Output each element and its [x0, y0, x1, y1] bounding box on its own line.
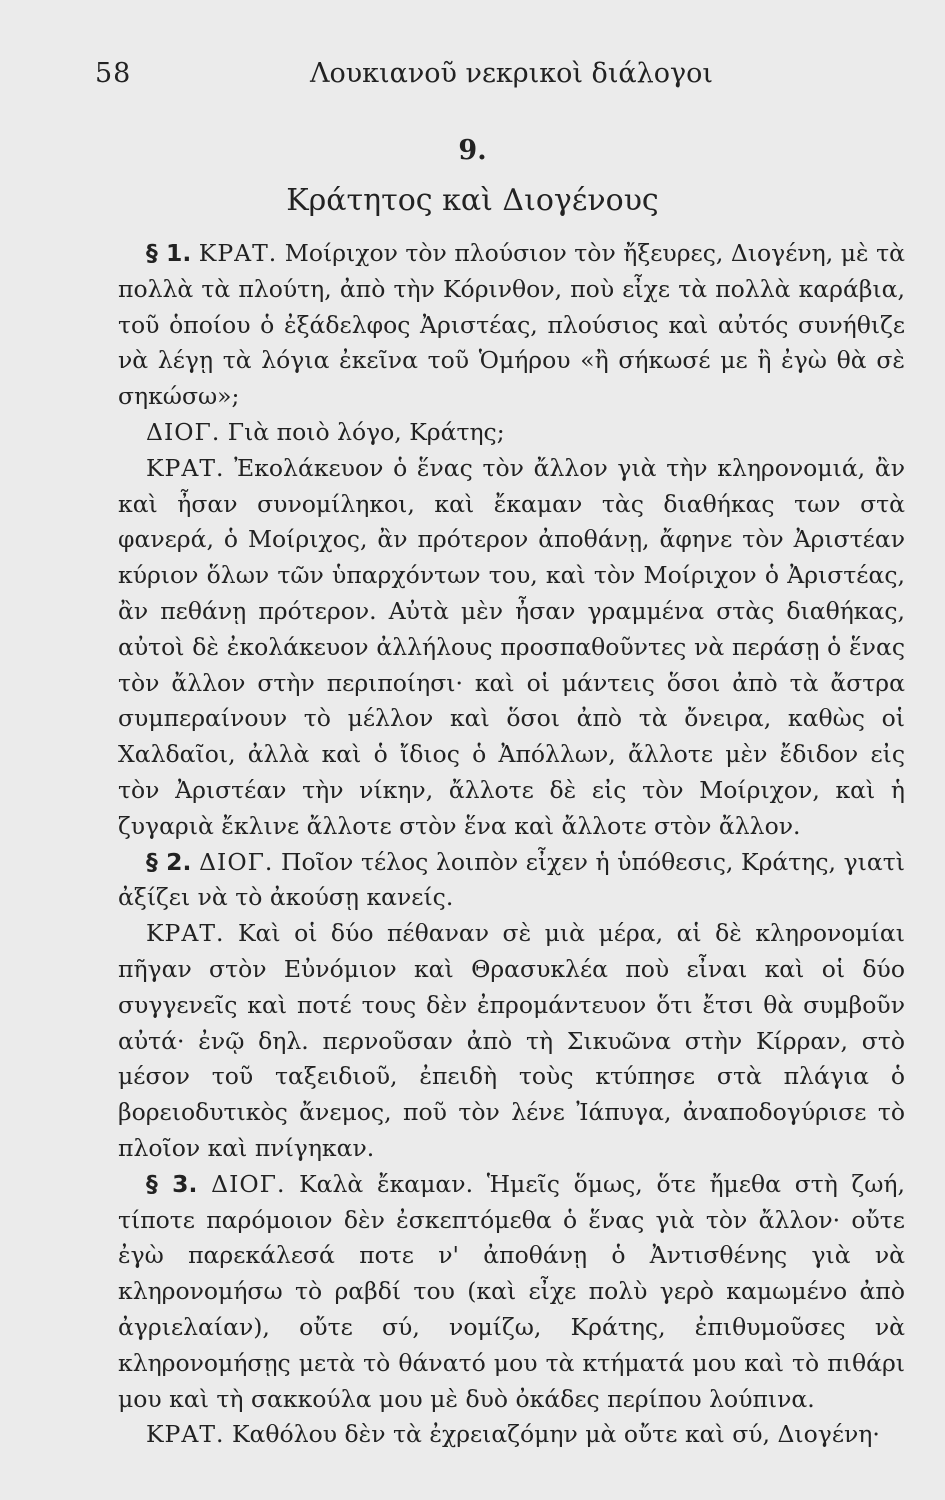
paragraph-text: Μοίριχον τὸν πλούσιον τὸν ἤξευρες, Διογένη, μὲ τὰ πολλὰ τὰ πλούτη, ἀπὸ τὴν Κόρινθον, ποὺ εἶχε τὰ πολλὰ καράβια, τοῦ ὁποίου ὁ ἐξάδελφος Ἀριστέας, πλούσιος καὶ αὐτός συνήθιζε νὰ λέγῃ τὰ λόγια ἐκεῖνα τοῦ Ὁμήρου «ἢ σήκωσέ με ἢ ἐγὼ θὰ σὲ σηκώσω»;: [118, 239, 905, 411]
paragraph-mark: § 2.: [146, 847, 192, 876]
paragraph: [118, 451, 905, 845]
speaker-label: ΔΙΟΓ.: [211, 1169, 286, 1198]
running-title: Λουκιανοῦ νεκρικοὶ διάλογοι: [310, 58, 713, 89]
paragraph-text: Ποῖον τέλος λοιπὸν εἶχεν ἡ ὑπόθεσις, Κράτης, γιατὶ ἀξίζει νὰ τὸ ἀκούσῃ κανείς.: [118, 847, 905, 912]
paragraph-mark: § 3.: [146, 1169, 198, 1198]
paragraph-text: Καὶ οἱ δύο πέθαναν σὲ μιὰ μέρα, αἱ δὲ κληρονομίαι πῆγαν στὸν Εὐνόμιον καὶ Θρασυκλέα ποὺ εἶναι καὶ οἱ δύο συγγενεῖς καὶ ποτέ τους δὲν ἐπρομάντευον ὅτι ἔτσι θὰ συμβοῦν αὐτά· ἐνῷ δηλ. περνοῦσαν ἀπὸ τὴ Σικυῶνα στὴν Κίρραν, στὸ μέσον τοῦ ταξειδιοῦ, ἐπειδὴ τοὺς κτύπησε στὰ πλάγια ὁ βορειοδυτικὸς ἄνεμος, ποῦ τὸν λένε Ἰάπυγα, ἀναποδογύρισε τὸ πλοῖον καὶ πνίγηκαν.: [118, 919, 905, 1162]
speaker-label: ΔΙΟΓ.: [199, 847, 274, 876]
speaker-label: ΚΡΑΤ.: [198, 239, 278, 267]
page-header: [0, 58, 945, 98]
paragraph-text: Γιὰ ποιὸ λόγο, Κράτης;: [227, 417, 505, 446]
paragraph: [118, 1167, 905, 1418]
dialogue-text: [118, 236, 905, 1453]
speaker-label: ΚΡΑΤ.: [146, 453, 225, 482]
paragraph: [118, 236, 905, 415]
paragraph: [118, 1417, 905, 1453]
paragraph-mark: § 1.: [146, 239, 192, 267]
speaker-label: ΔΙΟΓ.: [146, 417, 221, 446]
paragraph: [118, 415, 905, 451]
paragraph-text: Ἐκολάκευον ὁ ἕνας τὸν ἄλλον γιὰ τὴν κληρονομιά, ἂν καὶ ἦσαν συνομίληκοι, καὶ ἔκαμαν τὰς διαθήκας των στὰ φανερά, ὁ Μοίριχος, ἂν πρότερον ἀποθάνῃ, ἄφηνε τὸν Ἀριστέαν κύριον ὅλων τῶν ὑπαρχόντων του, καὶ τὸν Μοίριχον ὁ Ἀριστέας, ἂν πεθάνῃ πρότερον. Αὐτὰ μὲν ἦσαν γραμμένα στὰς διαθήκας, αὐτοὶ δὲ ἐκολάκευον ἀλλήλους προσπαθοῦντες νὰ περάσῃ ὁ ἕνας τὸν ἄλλον στὴν περιποίησι· καὶ οἱ μάντεις ὅσοι ἀπὸ τὰ ἄστρα συμπεραίνουν τὸ μέλλον καὶ ὅσοι ἀπὸ τὰ ὄνειρα, καθὼς οἱ Χαλδαῖοι, ἀλλὰ καὶ ὁ ἴδιος ὁ Ἀπόλλων, ἄλλοτε μὲν ἔδιδον εἰς τὸν Ἀριστέαν τὴν νίκην, ἄλλοτε δὲ εἰς τὸν Μοίριχον, καὶ ἡ ζυγαριὰ ἔκλινε ἄλλοτε στὸν ἕνα καὶ ἄλλοτε στὸν ἄλλον.: [118, 453, 905, 840]
paragraph-text: Καθόλου δὲν τὰ ἐχρειαζόμην μὰ οὔτε καὶ σύ, Διογένη·: [231, 1420, 880, 1449]
speaker-label: ΚΡΑΤ.: [146, 919, 225, 948]
page-number: 58: [95, 58, 132, 89]
speaker-label: ΚΡΑΤ.: [146, 1420, 225, 1449]
paragraph: [118, 845, 905, 917]
section-number: 9.: [458, 135, 487, 166]
paragraph: [118, 916, 905, 1167]
paragraph-text: Καλὰ ἔκαμαν. Ἡμεῖς ὅμως, ὅτε ἤμεθα στὴ ζωή, τίποτε παρόμοιον δὲν ἐσκεπτόμεθα ὁ ἕνας γιὰ τὸν ἄλλον· οὔτε ἐγὼ παρεκάλεσά ποτε ν' ἀποθάνῃ ὁ Ἀντισθένης γιὰ νὰ κληρονομήσω τὸ ραβδί του (καὶ εἶχε πολὺ γερὸ καμωμένο ἀπὸ ἀγριελαίαν), οὔτε σύ, νομίζω, Κράτης, ἐπιθυμοῦσες νὰ κληρονομήσῃς μετὰ τὸ θάνατό μου τὰ κτήματά μου καὶ τὸ πιθάρι μου καὶ τὴ σακκούλα μου μὲ δυὸ ὀκάδες περίπου λούπινα.: [118, 1169, 905, 1413]
section-title: Κράτητος καὶ Διογένους: [286, 183, 659, 218]
